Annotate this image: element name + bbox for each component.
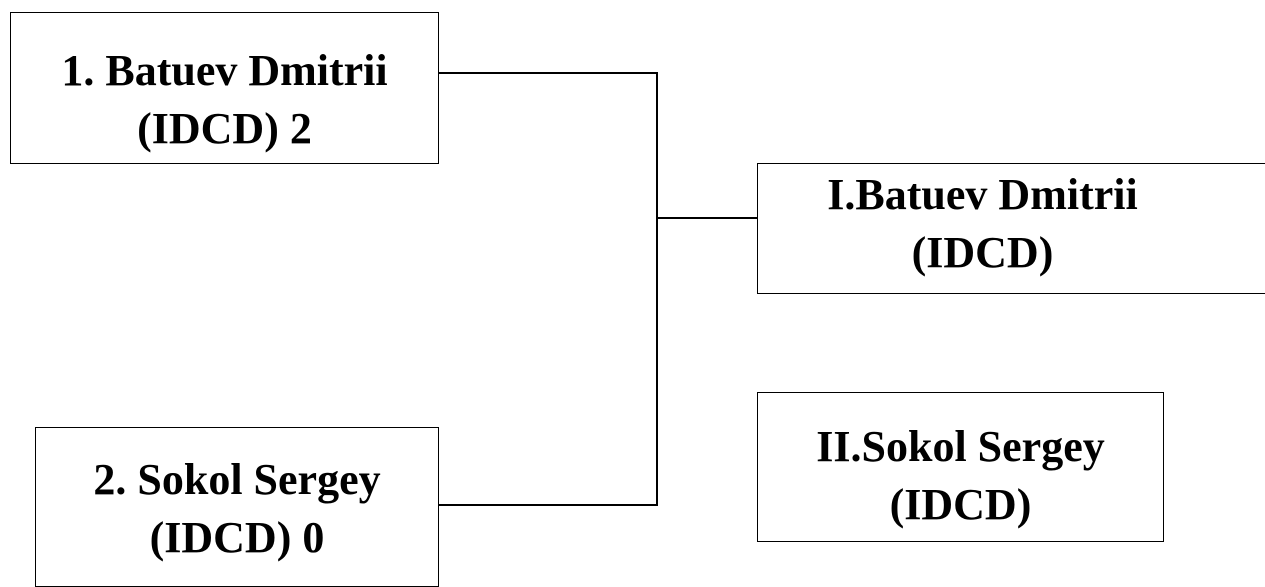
connector-player-2	[439, 504, 657, 506]
player-1-name: 1. Batuev Dmitrii	[61, 46, 388, 95]
first-place-name: I.Batuev Dmitrii	[827, 170, 1138, 219]
connector-to-winner	[656, 217, 757, 219]
player-1-box	[10, 12, 439, 164]
connector-vertical	[656, 72, 658, 506]
second-place-box	[757, 392, 1164, 542]
player-2-name: 2. Sokol Sergey	[93, 455, 381, 504]
first-place-box	[757, 163, 1265, 294]
first-place-club: (IDCD)	[911, 228, 1054, 277]
connector-player-1	[439, 72, 657, 74]
player-1-club-score: (IDCD) 2	[137, 104, 312, 153]
player-2-club-score: (IDCD) 0	[149, 513, 325, 562]
second-place-name: II.Sokol Sergey	[816, 422, 1105, 471]
player-2-box	[35, 427, 439, 587]
second-place-club: (IDCD)	[889, 480, 1032, 529]
